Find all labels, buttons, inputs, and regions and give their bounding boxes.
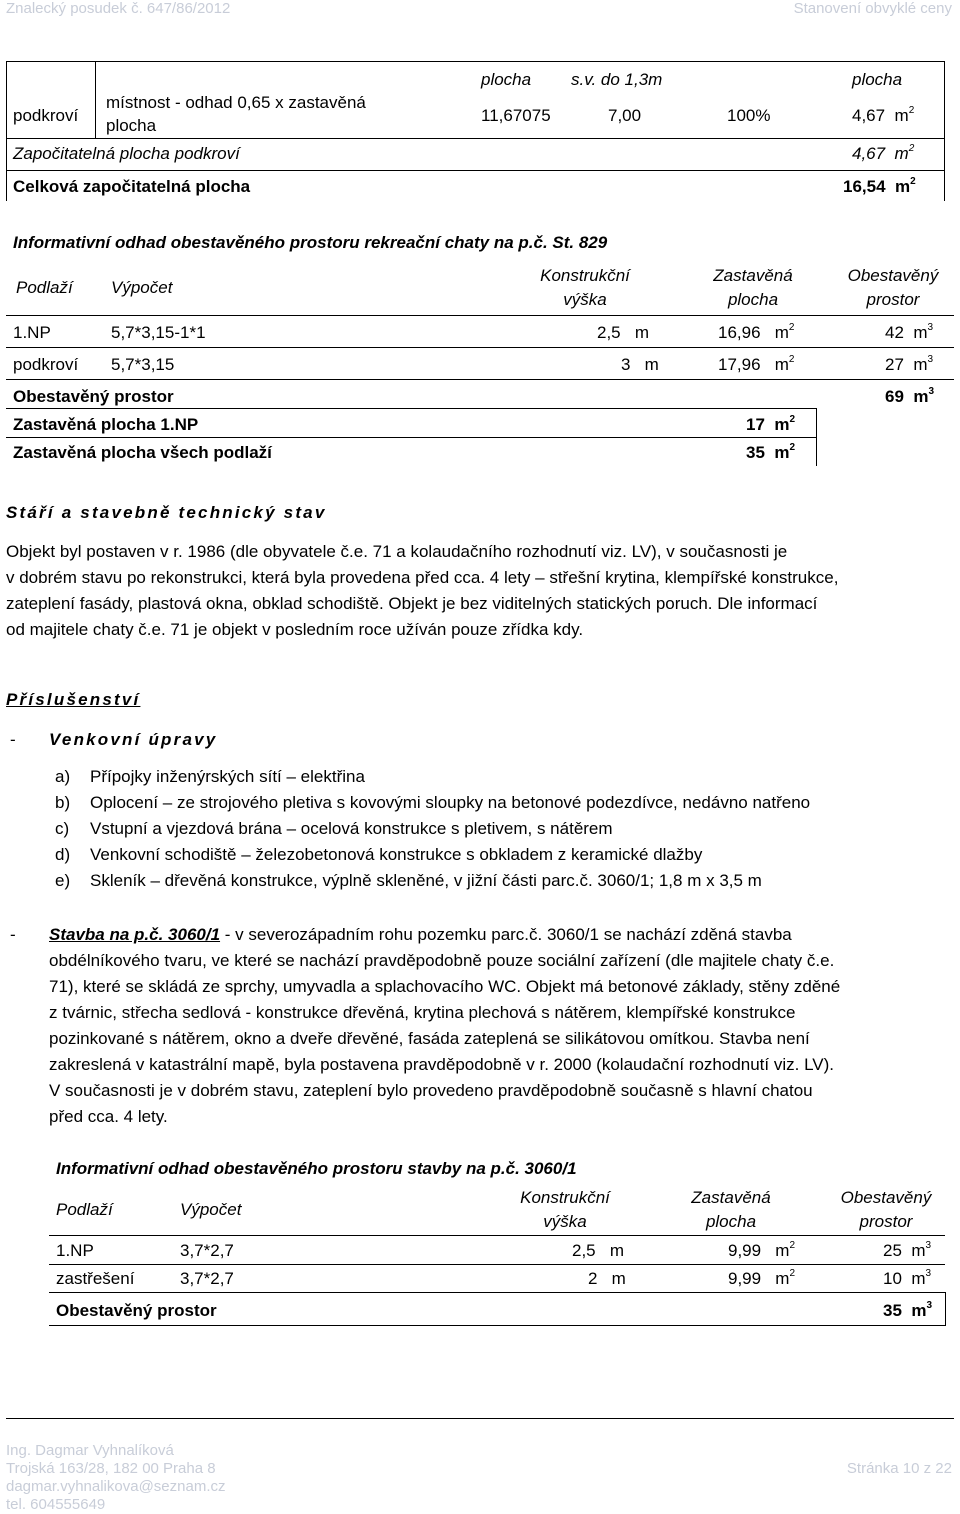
obest-value: 69 $m^3$ <box>885 386 935 406</box>
h-konst1: Konstrukční <box>540 266 630 285</box>
val-result: 4,67 $m^2$ <box>852 105 915 125</box>
t3-row2-vypocet: 3,7*2,7 <box>180 1269 234 1288</box>
zast1-value: 17 $m^2$ <box>746 414 796 434</box>
t3-row2-plocha: 9,99 $m^2$ <box>728 1268 795 1288</box>
t3-h-zast2: plocha <box>705 1212 757 1231</box>
t3-row1-prostor: 25 $m^3$ <box>883 1240 932 1260</box>
stav-heading: Stáří a stavebně technický stav <box>6 503 327 522</box>
t3-obest-value: 35 $m^3$ <box>883 1300 933 1320</box>
total-label: Celková započitatelná plocha <box>13 177 251 196</box>
footer-email: dagmar.vyhnalikova@seznam.cz <box>6 1478 226 1495</box>
footer-name: Ing. Dagmar Vyhnalíková <box>6 1442 174 1459</box>
row2-vypocet: 5,7*3,15 <box>111 355 175 374</box>
header-doc-title: Znalecký posudek č. 647/86/2012 <box>6 0 231 17</box>
list-item: Vstupní a vjezdová brána – ocelová konstrukce s pletivem, s nátěrem <box>90 819 613 838</box>
t3-row1-vyska: 2,5 m <box>572 1241 624 1260</box>
row1-vyska: 2,5 m <box>597 323 649 342</box>
t3-row1-plocha: 9,99 $m^2$ <box>728 1240 795 1260</box>
zast1-label: Zastavěná plocha 1.NP <box>13 415 199 434</box>
row-desc-line1: místnost - odhad 0,65 x zastavěná <box>106 93 366 112</box>
t3-h-obest1: Obestavěný <box>840 1188 932 1207</box>
row2-plocha: 17,96 $m^2$ <box>718 354 795 374</box>
t3-h-konst2: výška <box>543 1212 587 1231</box>
list-key: b) <box>55 793 71 812</box>
col-sv: s.v. do 1,3m <box>571 70 663 89</box>
row2-vyska: 3 m <box>621 355 659 374</box>
h-obest2: prostor <box>866 290 920 309</box>
t3-row1-vypocet: 3,7*2,7 <box>180 1241 234 1260</box>
table3-title: Informativní odhad obestavěného prostoru stavby na p.č. 3060/1 <box>56 1159 577 1178</box>
header-section-title: Stanovení obvyklé ceny <box>793 0 952 17</box>
footer-address: Trojská 163/28, 182 00 Praha 8 <box>6 1460 216 1477</box>
venkovni-heading: Venkovní úpravy <box>49 730 218 749</box>
prislusenstvi-heading: Příslušenství <box>6 690 141 709</box>
page-header <box>0 0 960 16</box>
list-key: a) <box>55 767 71 786</box>
h-obest1: Obestavěný <box>847 266 939 285</box>
val-area: 11,67075 <box>481 106 551 125</box>
footer-page-number: Stránka 10 z 22 <box>846 1460 952 1477</box>
t3-row2-vyska: 2 m <box>588 1269 626 1288</box>
h-zast1: Zastavěná <box>713 266 793 285</box>
stavba-paragraph: Stavba na p.č. 3060/1 - v severozápadním rohu pozemku parc.č. 3060/1 se nachází zděná stavba obdélníkového tvaru, ve které se nachází pravděpodobně pouze sociální zařízení (dle majitele chaty č.e. 71), které se skládá ze sprchy, umyvadla a splachovacího WC. Objekt má betonové základy, stěny zděné z tvárnic, střecha sedlová - konstrukce dřevěná, krytina plechová s nátěrem, klempířské konstrukce pozinkované s nátěrem, okno a dveře dřevěné, fasáda zateplená se silikátovou omítkou. Stavba není zakreslená v katastrální mapě, byla postavena pravděpodobně v r. 2000 (kolaudační rozhodnutí viz. LV). V současnosti je v dobrém stavu, zateplení bylo provedeno pravděpodobně současně s hlavní chatou před cca. 4 lety. <box>49 925 841 1126</box>
val-height: 7,00 <box>608 106 642 125</box>
stavba-dash: - <box>10 925 16 944</box>
t3-row2-prostor: 10 $m^3$ <box>883 1268 932 1288</box>
sum-label: Započitatelná plocha podkroví <box>13 144 240 163</box>
t3-row1-podlazi: 1.NP <box>56 1241 94 1260</box>
row1-prostor: 42 $m^3$ <box>885 322 934 342</box>
row1-vypocet: 5,7*3,15-1*1 <box>111 323 206 342</box>
list-item: Skleník – dřevěná konstrukce, výplně skleněné, v jižní části parc.č. 3060/1; 1,8 m x 3,5 m <box>90 871 762 890</box>
t3-h-vypocet: Výpočet <box>180 1200 242 1219</box>
row1-podlazi: 1.NP <box>13 323 51 342</box>
col-plocha: plocha <box>481 70 532 89</box>
h-konst2: výška <box>563 290 607 309</box>
zastall-value: 35 $m^2$ <box>746 442 796 462</box>
list-item: Venkovní schodiště – železobetonová konstrukce s obkladem z keramické dlažby <box>90 845 703 864</box>
t3-h-konst1: Konstrukční <box>520 1188 610 1207</box>
obest-label: Obestavěný prostor <box>13 387 174 406</box>
list-key: c) <box>55 819 70 838</box>
row-label: podkroví <box>13 106 79 125</box>
h-vypocet: Výpočet <box>111 278 173 297</box>
venkovni-dash: - <box>10 730 16 749</box>
row1-plocha: 16,96 $m^2$ <box>718 322 795 342</box>
footer-phone: tel. 604555649 <box>6 1496 106 1513</box>
row2-prostor: 27 $m^3$ <box>885 354 934 374</box>
t3-h-podlazi: Podlaží <box>56 1200 113 1219</box>
stav-paragraph: Objekt byl postaven v r. 1986 (dle obyvatele č.e. 71 a kolaudačního rozhodnutí viz. LV), v současnosti je v dobrém stavu po rekonstrukci, která byla provedena před cca. 4 lety – střešní krytina, klempířské konstrukce, zateplení fasády, plastová okna, obklad schodiště. Objekt je bez viditelných statických poruch. Dle informací od majitele chaty č.e. 71 je objekt v posledním roce užíván pouze zřídka kdy. <box>6 542 839 639</box>
t3-obest-label: Obestavěný prostor <box>56 1301 217 1320</box>
t3-h-obest2: prostor <box>859 1212 913 1231</box>
row-desc-line2: plocha <box>106 116 157 135</box>
val-percent: 100% <box>727 106 771 125</box>
t3-h-zast1: Zastavěná <box>691 1188 771 1207</box>
table2-title: Informativní odhad obestavěného prostoru rekreační chaty na p.č. St. 829 <box>13 233 608 252</box>
row2-podlazi: podkroví <box>13 355 79 374</box>
t3-row2-podlazi: zastřešení <box>56 1269 135 1288</box>
list-key: e) <box>55 871 71 890</box>
list-item: Přípojky inženýrských sítí – elektřina <box>90 767 365 786</box>
h-zast2: plocha <box>727 290 779 309</box>
h-podlazi: Podlaží <box>16 278 73 297</box>
list-key: d) <box>55 845 71 864</box>
sum-value: 4,67 $m^2$ <box>852 143 915 163</box>
col-plocha2: plocha <box>852 70 903 89</box>
total-value: 16,54 $m^2$ <box>843 176 916 196</box>
zastall-label: Zastavěná plocha všech podlaží <box>13 443 272 462</box>
list-item: Oplocení – ze strojového pletiva s kovovými sloupky na betonové podezdívce, nedávno natřeno <box>90 793 811 812</box>
